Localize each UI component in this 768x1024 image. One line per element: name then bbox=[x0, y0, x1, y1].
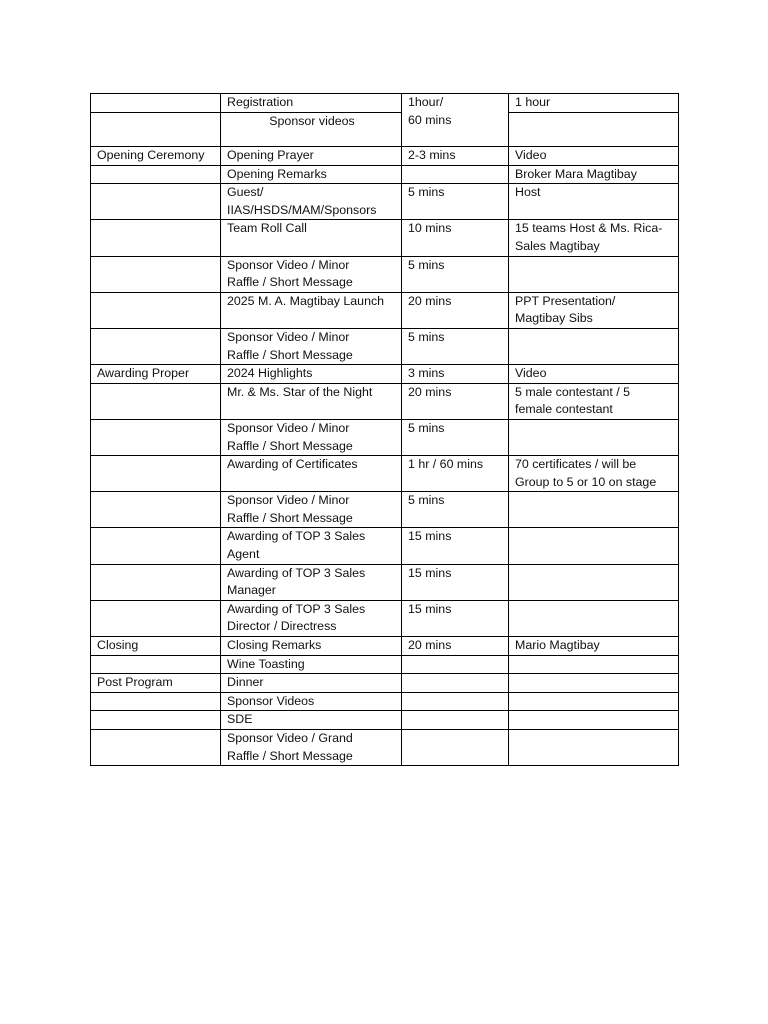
activity-cell: Opening Prayer bbox=[221, 147, 402, 166]
remarks-cell: 5 male contestant / 5 female contestant bbox=[509, 383, 679, 419]
activity-cell: SDE bbox=[221, 711, 402, 730]
activity-cell: Sponsor videos bbox=[221, 113, 402, 147]
remarks-cell bbox=[509, 113, 679, 147]
section-cell bbox=[91, 94, 221, 113]
section-cell bbox=[91, 564, 221, 600]
section-cell bbox=[91, 711, 221, 730]
section-cell: Opening Ceremony bbox=[91, 147, 221, 166]
duration-cell: 5 mins bbox=[402, 419, 509, 455]
duration-cell: 5 mins bbox=[402, 256, 509, 292]
activity-cell: Team Roll Call bbox=[221, 220, 402, 256]
remarks-cell bbox=[509, 730, 679, 766]
remarks-cell: 15 teams Host & Ms. Rica- Sales Magtibay bbox=[509, 220, 679, 256]
duration-cell: 1hour/ 60 mins bbox=[402, 94, 509, 147]
activity-cell: Sponsor Video / Minor Raffle / Short Message bbox=[221, 492, 402, 528]
duration-cell: 10 mins bbox=[402, 220, 509, 256]
section-cell: Post Program bbox=[91, 674, 221, 693]
duration-cell: 3 mins bbox=[402, 365, 509, 384]
duration-cell: 1 hr / 60 mins bbox=[402, 456, 509, 492]
table-row bbox=[91, 528, 679, 564]
remarks-cell: PPT Presentation/ Magtibay Sibs bbox=[509, 292, 679, 328]
remarks-cell: 70 certificates / will be Group to 5 or 10 on stage bbox=[509, 456, 679, 492]
activity-cell: Guest/ IIAS/HSDS/MAM/Sponsors bbox=[221, 184, 402, 220]
table-row bbox=[91, 184, 679, 220]
duration-cell bbox=[402, 674, 509, 693]
program-table-body bbox=[91, 94, 679, 766]
activity-cell: Dinner bbox=[221, 674, 402, 693]
activity-cell: 2025 M. A. Magtibay Launch bbox=[221, 292, 402, 328]
activity-cell: Sponsor Videos bbox=[221, 692, 402, 711]
program-table bbox=[90, 93, 679, 766]
table-row bbox=[91, 328, 679, 364]
remarks-cell: Broker Mara Magtibay bbox=[509, 165, 679, 184]
duration-cell: 20 mins bbox=[402, 637, 509, 656]
table-row bbox=[91, 165, 679, 184]
remarks-cell: Video bbox=[509, 147, 679, 166]
remarks-cell bbox=[509, 655, 679, 674]
remarks-cell bbox=[509, 600, 679, 636]
section-cell bbox=[91, 256, 221, 292]
section-cell bbox=[91, 528, 221, 564]
table-row bbox=[91, 419, 679, 455]
table-row bbox=[91, 637, 679, 656]
table-row bbox=[91, 220, 679, 256]
section-cell bbox=[91, 220, 221, 256]
section-cell bbox=[91, 165, 221, 184]
activity-cell: 2024 Highlights bbox=[221, 365, 402, 384]
duration-cell: 20 mins bbox=[402, 383, 509, 419]
activity-cell: Awarding of TOP 3 Sales Director / Directress bbox=[221, 600, 402, 636]
table-row bbox=[91, 147, 679, 166]
activity-cell: Awarding of TOP 3 Sales Manager bbox=[221, 564, 402, 600]
section-cell bbox=[91, 184, 221, 220]
activity-cell: Registration bbox=[221, 94, 402, 113]
section-cell bbox=[91, 383, 221, 419]
table-row bbox=[91, 492, 679, 528]
duration-cell bbox=[402, 165, 509, 184]
activity-cell: Closing Remarks bbox=[221, 637, 402, 656]
remarks-cell: 1 hour bbox=[509, 94, 679, 113]
table-row bbox=[91, 730, 679, 766]
activity-cell: Sponsor Video / Minor Raffle / Short Message bbox=[221, 328, 402, 364]
duration-cell: 5 mins bbox=[402, 184, 509, 220]
activity-cell: Mr. & Ms. Star of the Night bbox=[221, 383, 402, 419]
section-cell bbox=[91, 692, 221, 711]
table-row bbox=[91, 711, 679, 730]
duration-cell bbox=[402, 730, 509, 766]
duration-cell: 20 mins bbox=[402, 292, 509, 328]
activity-cell: Sponsor Video / Grand Raffle / Short Message bbox=[221, 730, 402, 766]
table-row bbox=[91, 655, 679, 674]
remarks-cell: Video bbox=[509, 365, 679, 384]
remarks-cell bbox=[509, 256, 679, 292]
section-cell bbox=[91, 600, 221, 636]
duration-cell bbox=[402, 711, 509, 730]
remarks-cell bbox=[509, 564, 679, 600]
table-row bbox=[91, 383, 679, 419]
duration-cell bbox=[402, 655, 509, 674]
section-cell bbox=[91, 419, 221, 455]
duration-cell: 15 mins bbox=[402, 564, 509, 600]
remarks-cell bbox=[509, 674, 679, 693]
table-row bbox=[91, 292, 679, 328]
section-cell bbox=[91, 328, 221, 364]
section-cell bbox=[91, 292, 221, 328]
remarks-cell bbox=[509, 711, 679, 730]
table-row bbox=[91, 113, 679, 147]
remarks-cell bbox=[509, 492, 679, 528]
section-cell bbox=[91, 492, 221, 528]
duration-cell: 5 mins bbox=[402, 328, 509, 364]
remarks-cell bbox=[509, 419, 679, 455]
remarks-cell: Mario Magtibay bbox=[509, 637, 679, 656]
table-row bbox=[91, 564, 679, 600]
duration-cell: 15 mins bbox=[402, 600, 509, 636]
section-cell: Awarding Proper bbox=[91, 365, 221, 384]
section-cell bbox=[91, 655, 221, 674]
duration-cell: 5 mins bbox=[402, 492, 509, 528]
table-row bbox=[91, 365, 679, 384]
duration-cell bbox=[402, 692, 509, 711]
activity-cell: Awarding of TOP 3 Sales Agent bbox=[221, 528, 402, 564]
table-row bbox=[91, 256, 679, 292]
section-cell: Closing bbox=[91, 637, 221, 656]
remarks-cell: Host bbox=[509, 184, 679, 220]
activity-cell: Opening Remarks bbox=[221, 165, 402, 184]
table-row bbox=[91, 692, 679, 711]
activity-cell: Sponsor Video / Minor Raffle / Short Message bbox=[221, 256, 402, 292]
remarks-cell bbox=[509, 328, 679, 364]
remarks-cell bbox=[509, 692, 679, 711]
section-cell bbox=[91, 456, 221, 492]
activity-cell: Awarding of Certificates bbox=[221, 456, 402, 492]
section-cell bbox=[91, 113, 221, 147]
activity-cell: Wine Toasting bbox=[221, 655, 402, 674]
duration-cell: 15 mins bbox=[402, 528, 509, 564]
table-row bbox=[91, 674, 679, 693]
section-cell bbox=[91, 730, 221, 766]
activity-cell: Sponsor Video / Minor Raffle / Short Message bbox=[221, 419, 402, 455]
table-row bbox=[91, 600, 679, 636]
remarks-cell bbox=[509, 528, 679, 564]
duration-cell: 2-3 mins bbox=[402, 147, 509, 166]
table-row bbox=[91, 456, 679, 492]
table-row bbox=[91, 94, 679, 113]
